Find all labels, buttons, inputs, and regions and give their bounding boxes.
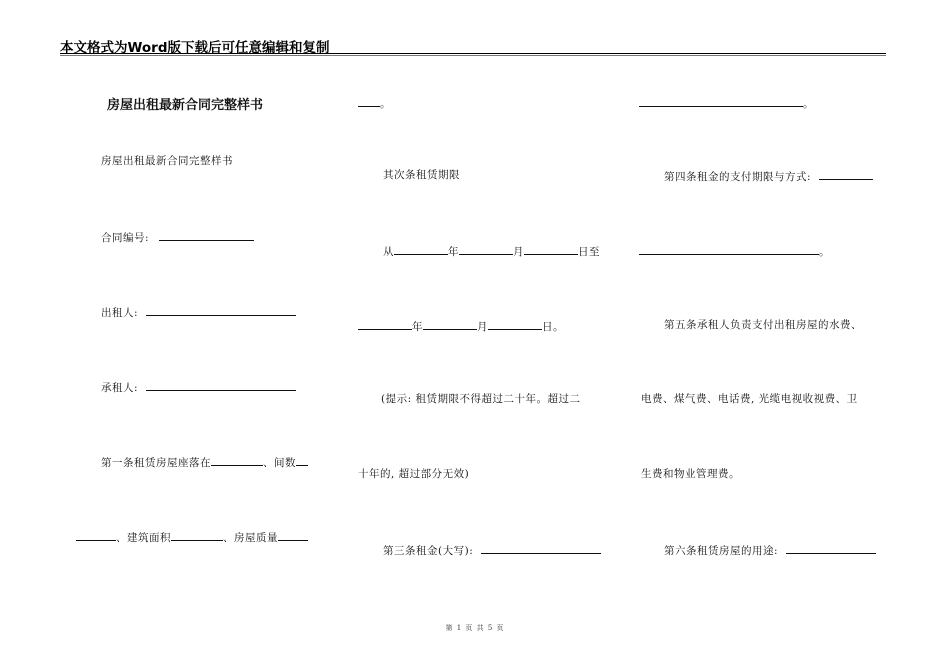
term-to-day-blank[interactable] <box>488 320 542 330</box>
clause1-line2 <box>76 531 308 544</box>
clause3-rent-blank[interactable] <box>481 544 601 554</box>
clause6-row <box>664 544 876 557</box>
clause4-row <box>664 170 873 183</box>
term-from-day-blank[interactable] <box>524 245 578 255</box>
contract-number-row <box>101 231 254 244</box>
clause4-cont-row <box>639 245 830 258</box>
lessor-label: 出租人: <box>101 307 139 319</box>
page-header <box>60 36 886 54</box>
clause1-rooms-blank-cont[interactable] <box>76 531 116 541</box>
document-subtitle: 房屋出租最新合同完整样书 <box>101 155 233 167</box>
lessee-blank[interactable] <box>146 381 296 391</box>
clause4-cont-blank[interactable] <box>639 245 819 255</box>
term-from-row <box>383 245 600 258</box>
term-from-year-blank[interactable] <box>394 245 448 255</box>
term-to-month-blank[interactable] <box>423 320 477 330</box>
col2-continuation <box>358 97 391 110</box>
term-to-year-blank[interactable] <box>358 320 412 330</box>
clause1-location-label: 第一条租赁房屋座落在 <box>101 457 211 469</box>
term-to-day-label: 日。 <box>542 321 564 333</box>
clause6-label: 第六条租赁房屋的用途: <box>664 545 779 557</box>
term-note-line2: 十年的, 超过部分无效) <box>358 468 470 480</box>
lessee-row <box>101 381 296 394</box>
clause1-area-blank[interactable] <box>171 531 223 541</box>
page-number: 第 1 页 共 5 页 <box>445 624 505 632</box>
term-to-label: 日至 <box>578 246 600 258</box>
term-to-row <box>358 320 564 333</box>
term-from-month-label: 月 <box>513 246 524 258</box>
clause2-heading: 其次条租赁期限 <box>383 169 460 181</box>
col3-continuation <box>639 97 814 110</box>
clause1-quality-label: 、房屋质量 <box>223 532 278 544</box>
clause4-label: 第四条租金的支付期限与方式: <box>664 171 812 183</box>
col3-continuation-end: 。 <box>803 98 814 110</box>
clause5-line3: 生费和物业管理费。 <box>641 468 740 480</box>
clause3-label: 第三条租金(大写): <box>383 545 474 557</box>
term-to-year-label: 年 <box>412 321 423 333</box>
contract-number-label: 合同编号: <box>101 232 150 244</box>
clause1-area-label: 、建筑面积 <box>116 532 171 544</box>
clause1-line1 <box>101 456 308 469</box>
clause4-blank[interactable] <box>819 170 873 180</box>
header-text: 本文格式为Word版下载后可任意编辑和复制 <box>60 40 330 56</box>
clause6-blank[interactable] <box>786 544 876 554</box>
clause5-line2: 电费、煤气费、电话费, 光缆电视收视费、卫 <box>641 393 858 405</box>
clause1-rooms-blank[interactable] <box>296 456 308 466</box>
term-from-label: 从 <box>383 246 394 258</box>
lessee-label: 承租人: <box>101 382 139 394</box>
col2-continuation-blank[interactable] <box>358 97 380 107</box>
clause5-line1: 第五条承租人负责支付出租房屋的水费、 <box>664 319 862 331</box>
header-divider <box>60 55 886 56</box>
term-to-month-label: 月 <box>477 321 488 333</box>
document-title: 房屋出租最新合同完整样书 <box>107 98 264 113</box>
lessor-row <box>101 306 296 319</box>
clause4-end: 。 <box>819 246 830 258</box>
clause1-rooms-label: 、间数 <box>263 457 296 469</box>
term-from-year-label: 年 <box>448 246 459 258</box>
term-note-line1: (提示: 租赁期限不得超过二十年。超过二 <box>381 393 581 405</box>
clause3-row <box>383 544 601 557</box>
clause1-location-blank[interactable] <box>211 456 263 466</box>
col3-continuation-blank[interactable] <box>639 97 803 107</box>
lessor-blank[interactable] <box>146 306 296 316</box>
term-from-month-blank[interactable] <box>459 245 513 255</box>
col2-continuation-end: 。 <box>380 98 391 110</box>
clause1-quality-blank[interactable] <box>278 531 308 541</box>
contract-number-blank[interactable] <box>159 231 254 241</box>
